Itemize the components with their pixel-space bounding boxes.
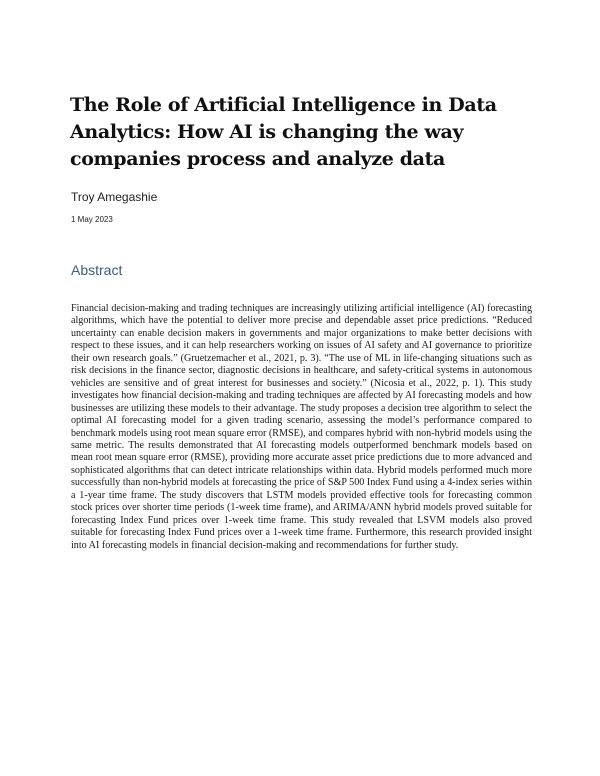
paper-date: 1 May 2023 xyxy=(71,215,113,224)
paper-title: The Role of Artificial Intelligence in Data Analytics: How AI is changing the way companies process and analyze data xyxy=(70,94,497,170)
paper-author: Troy Amegashie xyxy=(71,190,158,204)
abstract-body: Financial decision-making and trading techniques are increasingly utilizing artificial intelligence (AI) forecasting algorithms, which have the potential to deliver more precise and dependable asset price predictions. “Reduced uncertainty can enable decision makers in governments and major organizations to make better decisions with respect to these issues, and it can help researchers working on issues of AI safety and AI governance to prioritize their own research goals.” (Gruetzemacher et al., 2021, p. 3). “The use of ML in life-changing situations such as risk decisions in the finance sector, diagnostic decisions in healthcare, and safety-critical systems in autonomous vehicles are sensitive and of great interest for businesses and society.” (Nicosia et al., 2022, p. 1). This study investigates how financial decision-making and trading techniques are affected by AI forecasting models and how businesses are utilizing these models to their advantage. The study proposes a decision tree algorithm to select the optimal AI forecasting model for a given trading scenario, assessing the model’s performance compared to benchmark models using root mean square error (RMSE), and compares hybrid with non-hybrid models using the same metric. The results demonstrated that AI forecasting models outperformed benchmark models based on mean root mean square error (RMSE), providing more accurate asset price predictions due to more advanced and sophisticated algorithms that can detect intricate relationships within data. Hybrid models performed much more successfully than non-hybrid models at forecasting the price of S&P 500 Index Fund using a 4-index series within a 1-year time frame. The study discovers that LSTM models provided effective tools for forecasting common stock prices over shorter time periods (1-week time frame), and ARIMA/ANN hybrid models proved suitable for forecasting Index Fund prices over 1-week time frame. This study revealed that LSVM models also proved suitable for forecasting Index Fund prices over a 1-week time frame. Furthermore, this research provided insight into AI forecasting models in financial decision-making and recommendations for further study. xyxy=(71,303,532,551)
abstract-heading: Abstract xyxy=(71,262,123,278)
